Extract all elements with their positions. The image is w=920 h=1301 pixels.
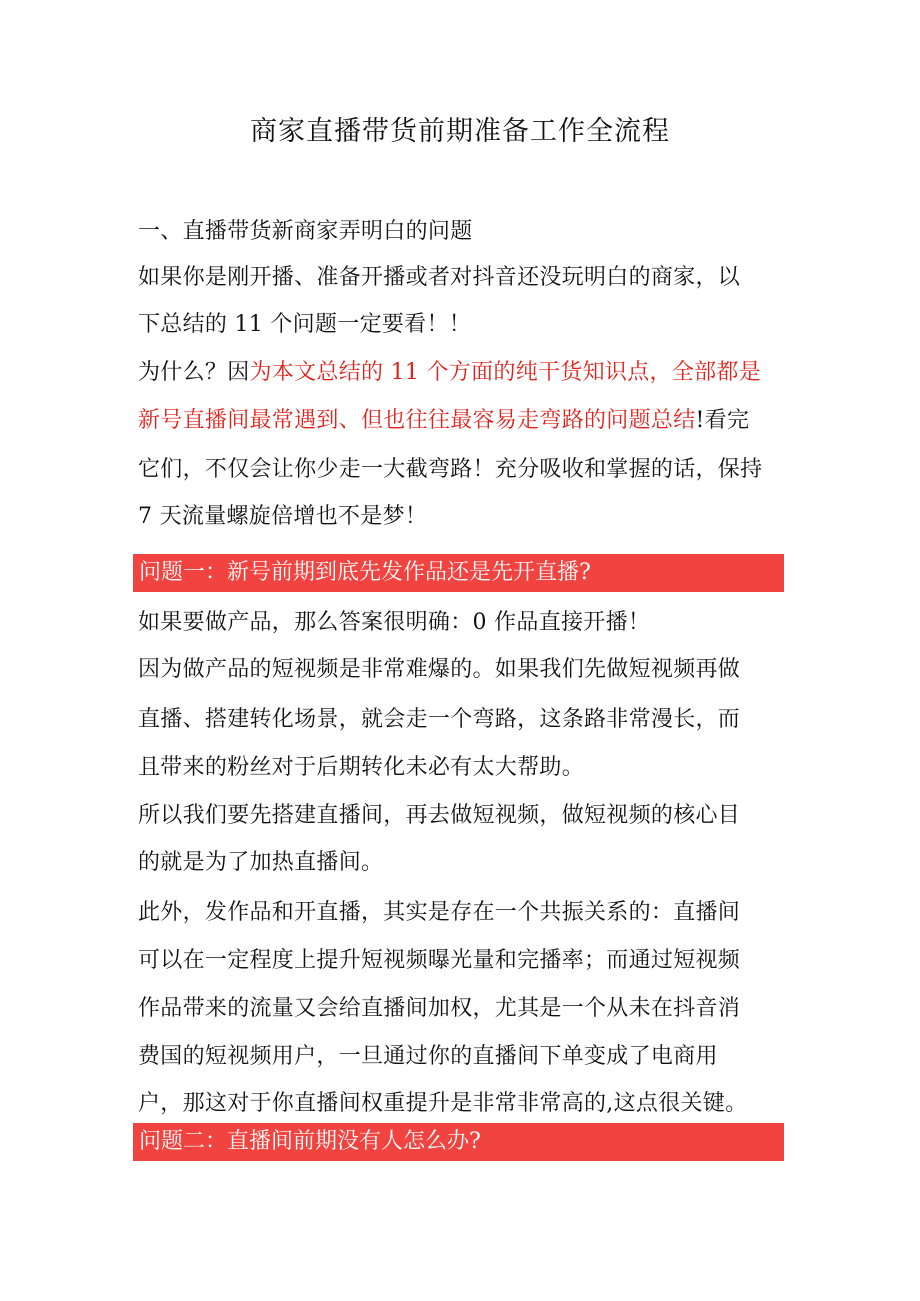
why-line-3: 它们，不仅会让你少走一大截弯路！充分吸收和掌握的话，保持 xyxy=(138,457,763,482)
q1-p3-line-2: 的就是为了加热直播间。 xyxy=(138,850,384,875)
why-prefix: 为什么？因 xyxy=(138,360,250,385)
why-line-4: 7 天流量螺旋倍增也不是梦！ xyxy=(138,504,428,529)
why-tail: !看完 xyxy=(695,408,750,433)
why-highlight-1: 为本文总结的 11 个方面的纯干货知识点，全部都是 xyxy=(249,360,761,385)
q1-p4-line-4: 费国的短视频用户，一旦通过你的直播间下单变成了电商用 xyxy=(138,1044,718,1069)
q1-p4-line-3: 作品带来的流量又会给直播间加权，尤其是一个从未在抖音消 xyxy=(138,996,741,1021)
q1-paragraph-1: 如果要做产品，那么答案很明确：0 作品直接开播！ xyxy=(138,610,651,635)
intro-line-2: 下总结的 11 个问题一定要看！！ xyxy=(138,312,472,337)
intro-line-1: 如果你是刚开播、准备开播或者对抖音还没玩明白的商家，以 xyxy=(138,265,741,290)
q1-p3-line-1: 所以我们要先搭建直播间，再去做短视频，做短视频的核心目 xyxy=(138,803,741,828)
why-highlight-2: 新号直播间最常遇到、但也往往最容易走弯路的问题总结 xyxy=(138,408,696,433)
why-line-1 xyxy=(138,350,798,396)
q1-p2-line-1: 因为做产品的短视频是非常难爆的。如果我们先做短视频再做 xyxy=(138,657,741,682)
why-line-2 xyxy=(138,398,798,444)
q1-p2-line-3: 且带来的粉丝对于后期转化未必有太大帮助。 xyxy=(138,755,585,780)
section-heading: 一、直播带货新商家弄明白的问题 xyxy=(138,219,473,244)
document-title: 商家直播带货前期准备工作全流程 xyxy=(250,116,670,147)
q1-p2-line-2: 直播、搭建转化场景，就会走一个弯路，这条路非常漫长，而 xyxy=(138,707,741,732)
question-1-banner: 问题一：新号前期到底先发作品还是先开直播? xyxy=(133,554,784,592)
question-2-banner: 问题二：直播间前期没有人怎么办? xyxy=(133,1123,784,1161)
q1-p4-line-1: 此外，发作品和开直播，其实是存在一个共振关系的：直播间 xyxy=(138,900,741,925)
q1-p4-line-5: 户，那这对于你直播间权重提升是非常非常高的,这点很关键。 xyxy=(138,1091,748,1116)
q1-p4-line-2: 可以在一定程度上提升短视频曝光量和完播率；而通过短视频 xyxy=(138,948,741,973)
